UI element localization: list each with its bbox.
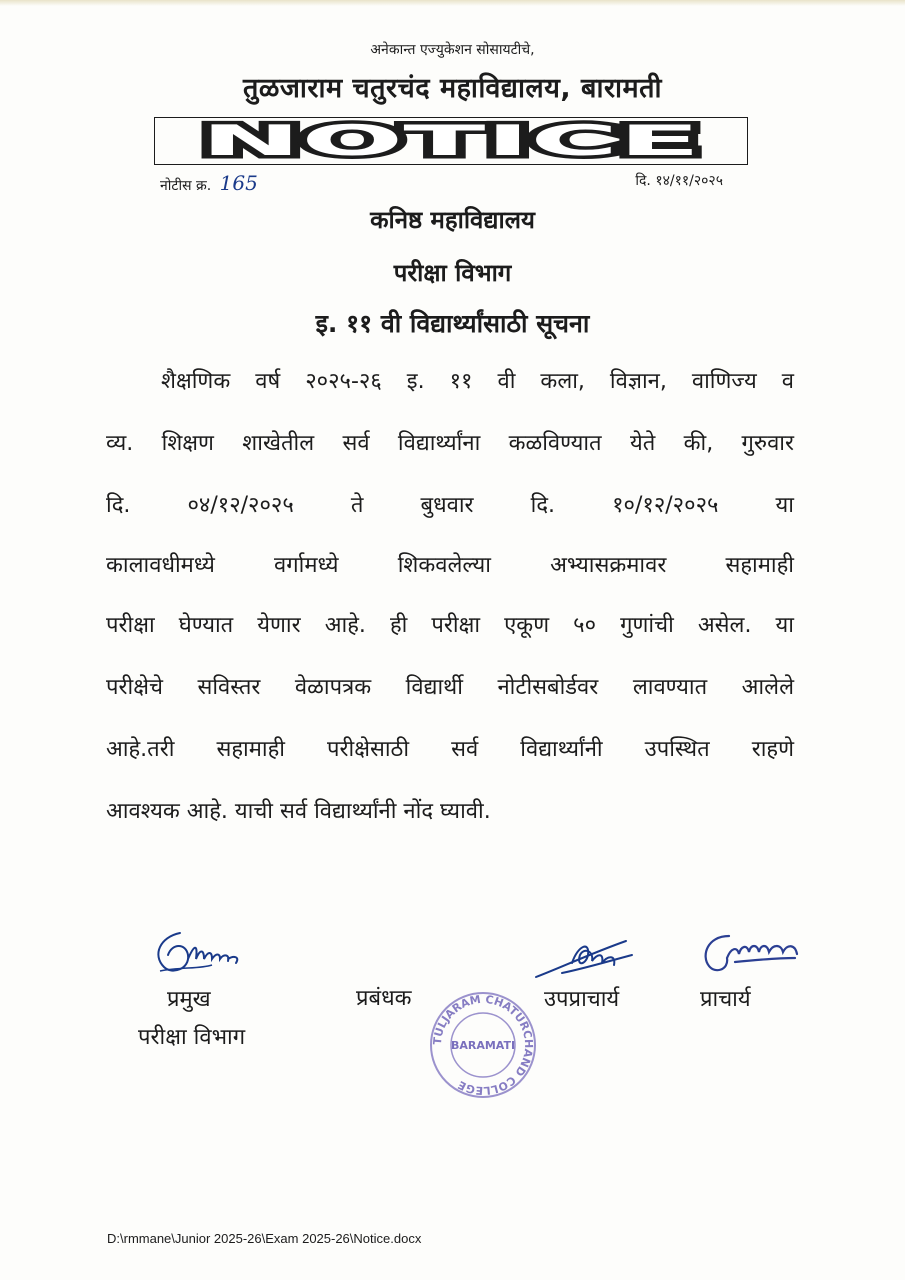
seal-center-text: BARAMATI [450,1039,516,1052]
body-line-8: आवश्यक आहे. याची सर्व विद्यार्थ्यांनी नोंद घ्यावी. [106,799,491,824]
signatory-manager: प्रबंधक [356,986,412,1011]
notice-banner [154,117,748,165]
body-line-2: व्य. शिक्षण शाखेतील सर्व विद्यार्थ्यांना कळविण्यात येते की, गुरुवार [106,431,794,456]
signatory-vice-principal: उपप्राचार्य [544,987,620,1012]
college-name: तुळजाराम चतुरचंद महाविद्यालय, बारामती [242,73,663,104]
seal-ring-text: TULJARAM CHATURCHAND COLLEGE [430,992,536,1098]
notice-banner-text: NOTICE [200,118,701,163]
body-line-5: परीक्षा घेण्यात येणार आहे. ही परीक्षा एकूण ५० गुणांची असेल. या [106,613,794,638]
body-line-6: परीक्षेचे सविस्तर वेळापत्रक विद्यार्थी नोटीसबोर्डवर लावण्यात आलेले [106,675,794,700]
heading-exam-department: परीक्षा विभाग [393,259,512,287]
body-line-1: शैक्षणिक वर्ष २०२५-२६ इ. ११ वी कला, विज्ञान, वाणिज्य व [161,369,794,394]
signatory-principal: प्राचार्य [700,987,751,1012]
college-seal [425,990,541,1100]
signatory-exam-head-dept: परीक्षा विभाग [138,1025,246,1050]
notice-number-handwritten: 165 [219,171,258,195]
heading-junior-college: कनिष्ठ महाविद्यालय [370,206,535,234]
notice-number [160,171,258,195]
society-name: अनेकान्त एज्युकेशन सोसायटीचे, [370,42,535,58]
notice-date: दि. १४/११/२०२५ [635,173,723,189]
exam-head-signature [150,925,250,980]
heading-notice-subject: इ. ११ वी विद्यार्थ्यांसाठी सूचना [315,309,590,338]
principal-signature [695,932,805,987]
signatory-exam-head-title: प्रमुख [167,987,211,1012]
top-edge [0,0,905,6]
body-line-7: आहे.तरी सहामाही परीक्षेसाठी सर्व विद्यार्थ्यांनी उपस्थित राहणे [106,737,794,762]
footer-file-path: D:\rmmane\Junior 2025-26\Exam 2025-26\Notice.docx [107,1231,422,1246]
body-line-4: कालावधीमध्ये वर्गामध्ये शिकवलेल्या अभ्यासक्रमावर सहामाही [106,553,794,578]
body-line-3: दि. ०४/१२/२०२५ ते बुधवार दि. १०/१२/२०२५ या [106,493,794,518]
vice-principal-signature [532,933,642,983]
notice-number-label: नोटीस क्र. [160,178,212,194]
